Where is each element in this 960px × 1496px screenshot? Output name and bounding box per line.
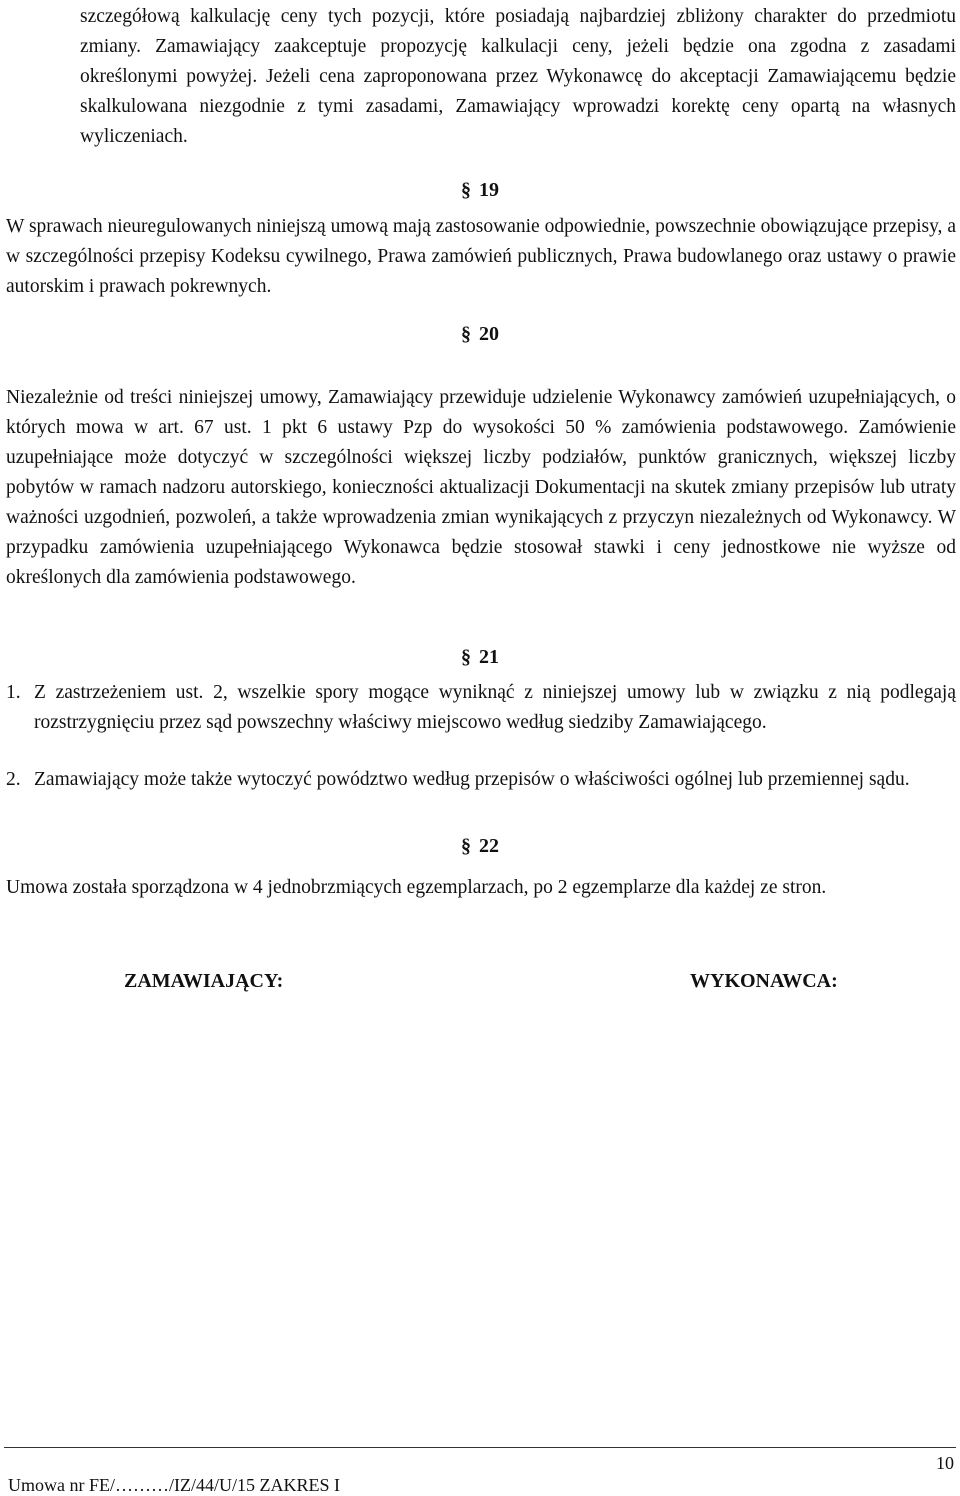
list-item	[6, 765, 956, 827]
list-item	[6, 678, 956, 770]
section-22-text: Umowa została sporządzona w 4 jednobrzmiących egzemplarzach, po 2 egzemplarze dla każdej ze stron.	[6, 877, 827, 898]
section-symbol: §	[461, 179, 471, 201]
section-symbol: §	[461, 323, 471, 345]
page-number: 10	[936, 1453, 954, 1473]
intro-paragraph: szczegółową kalkulację ceny tych pozycji, które posiadają najbardziej zbliżony charakter do przedmiotu zmiany. Zamawiający zaakceptuje propozycję kalkulacji ceny, jeżeli będzie ona zgodna z zasadami określonymi powyżej. Jeżeli cena zaproponowana przez Wykonawcę do akceptacji Zamawiającemu będzie skalkulowana niezgodnie z tymi zasadami, Zamawiający wprowadzi korektę ceny opartą na własnych wyliczeniach.	[80, 6, 956, 147]
section-symbol: §	[461, 646, 471, 668]
signature-label-employer: ZAMAWIAJĄCY:	[124, 970, 284, 992]
list-item-number: 1.	[6, 682, 21, 703]
section-heading-22	[430, 832, 530, 860]
section-heading-19	[430, 176, 530, 204]
signature-label-contractor: WYKONAWCA:	[690, 970, 838, 992]
section-19-text: W sprawach nieuregulowanych niniejszą umową mają zastosowanie odpowiednie, powszechnie obowiązujące przepisy, a w szczególności przepisy Kodeksu cywilnego, Prawa zamówień publicznych, Prawa budowlanego oraz ustawy o prawie autorskim i prawach pokrewnych.	[6, 216, 956, 297]
section-number: 20	[479, 323, 499, 345]
list-item-text: Zamawiający może także wytoczyć powództwo według przepisów o właściwości ogólnej lub przemiennej sądu.	[34, 769, 910, 790]
section-number: 22	[479, 835, 499, 857]
list-item-number: 2.	[6, 769, 21, 790]
section-heading-20	[430, 320, 530, 348]
section-number: 21	[479, 646, 499, 668]
section-symbol: §	[461, 835, 471, 857]
list-item-text: Z zastrzeżeniem ust. 2, wszelkie spory mogące wyniknąć z niniejszej umowy lub w związku z nią podlegają rozstrzygnięciu przez sąd powszechny właściwy miejscowo według siedziby Zamawiającego.	[34, 682, 956, 733]
section-number: 19	[479, 179, 499, 201]
contract-reference: Umowa nr FE/………/IZ/44/U/15 ZAKRES I	[8, 1475, 340, 1495]
section-20-text: Niezależnie od treści niniejszej umowy, Zamawiający przewiduje udzielenie Wykonawcy zamówień uzupełniających, o których mowa w art. 67 ust. 1 pkt 6 ustawy Pzp do wysokości 50 % zamówienia podstawowego. Zamówienie uzupełniające może dotyczyć w szczególności większej liczby podziałów, punktów granicznych, większej liczby pobytów w ramach nadzoru autorskiego, konieczności aktualizacji Dokumentacji na skutek zmiany przepisów lub utraty ważności uzgodnień, pozwoleń, a także wprowadzenia zmian wynikających z przyczyn niezależnych od Wykonawcy. W przypadku zamówienia uzupełniającego Wykonawca będzie stosował stawki i ceny jednostkowe nie wyższe od określonych dla zamówienia podstawowego.	[6, 387, 956, 588]
footer-divider	[4, 1447, 956, 1448]
section-heading-21	[430, 643, 530, 671]
